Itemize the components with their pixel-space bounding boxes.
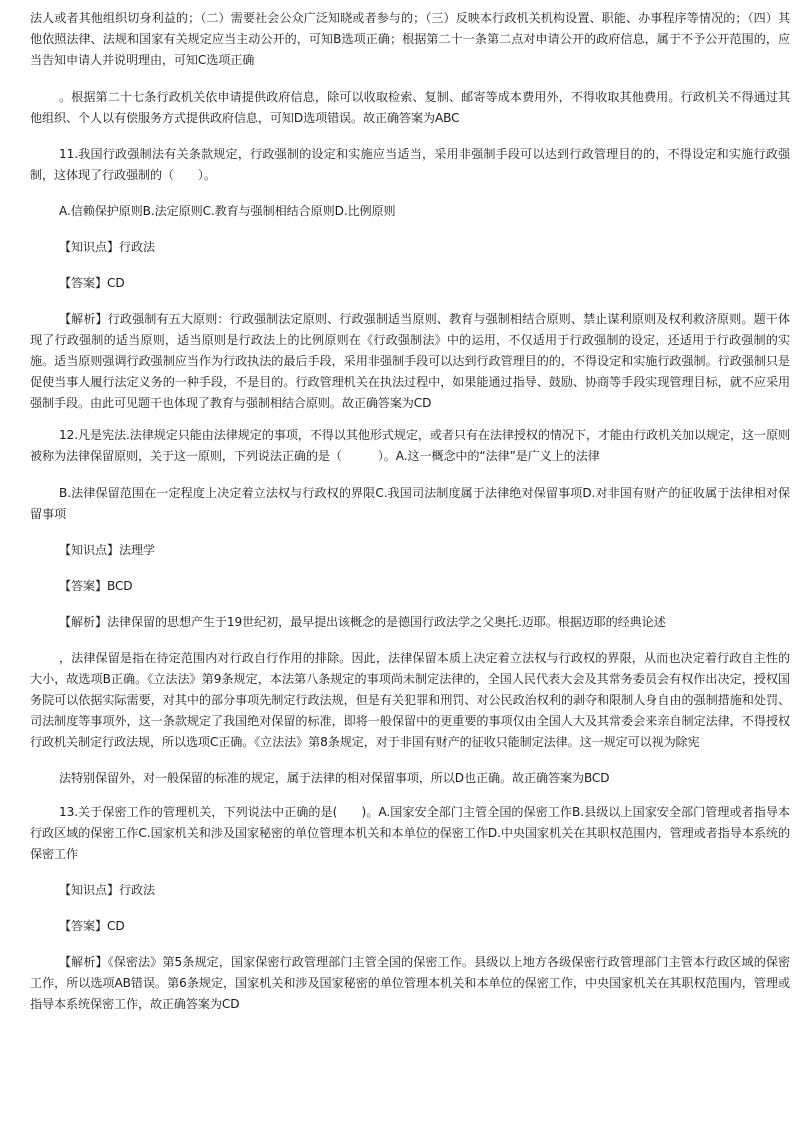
- question-11-analysis: 【解析】行政强制有五大原则：行政强制法定原则、行政强制适当原则、教育与强制相结合原则、禁止谋利原则及权利救济原则。题干体现了行政强制的适当原则，适当原则是行政法上的比例原则在《行政强制法》中的运用，不仅适用于行政强制的设定，还适用于行政强制的实施。适当原则强调行政强制应当作为行政执法的最后手段，采用非强制手段可以达到行政管理目的的，不得设定和实施行政强制。行政强制只是促使当事人履行法定义务的一种手段，不是目的。行政管理机关在执法过程中，如果能通过指导、鼓励、协商等手段实现管理目标，就不应采用强制手段。由此可见题干也体现了教育与强制相结合原则。故正确答案为CD: [30, 312, 790, 410]
- question-13-knowledge: 【知识点】行政法: [59, 883, 155, 897]
- paragraph-continued: 法人或者其他组织切身利益的；（二）需要社会公众广泛知晓或者参与的；（三）反映本行政机关机构设置、职能、办事程序等情况的；（四）其他依照法律、法规和国家有关规定应当主动公开的，可知B选项正确；根据第二十一条第二点对申请公开的政府信息，属于不予公开范围的，应当告知申请人并说明理由，可知C选项正确: [30, 11, 790, 67]
- question-11-answer: 【答案】CD: [59, 276, 125, 290]
- question-11-options: A.信赖保护原则B.法定原则C.教育与强制相结合原则D.比例原则: [59, 204, 396, 218]
- question-12: 12.凡是宪法.法律规定只能由法律规定的事项，不得以其他形式规定，或者只有在法律授权的情况下，才能由行政机关加以规定，这一原则被称为法律保留原则，关于这一原则，下列说法正确的是（ ）。A.这一概念中的“法律”是广义上的法律: [30, 428, 790, 463]
- question-13-analysis: 【解析】《保密法》第5条规定，国家保密行政管理部门主管全国的保密工作。县级以上地方各级保密行政管理部门主管本行政区域的保密工作，所以选项AB错误。第6条规定，国家机关和涉及国家秘密的单位管理本机关和本单位的保密工作，中央国家机关在其职权范围内，管理或指导本系统保密工作，故正确答案为CD: [30, 955, 790, 1011]
- question-12-analysis-2: ，法律保留是指在待定范围内对行政自行作用的排除。因此，法律保留本质上决定着立法权与行政权的界限，从而也决定着行政自主性的大小，故选项B正确。《立法法》第9条规定，本法第八条规定的事项尚未制定法律的，全国人民代表大会及其常务委员会有权作出决定，授权国务院可以依据实际需要，对其中的部分事项先制定行政法规，但是有关犯罪和刑罚、对公民政治权利的剥夺和限制人身自由的强制措施和处罚、司法制度等事项外，这一条款规定了我国绝对保留的标准，即将一般保留中的更重要的事项仅由全国人大及其常委会来亲自制定法律，不得授权行政机关制定行政法规，所以选项C正确。《立法法》第8条规定，对于非国有财产的征收只能制定法律。这一规定可以视为除宪: [30, 651, 790, 749]
- question-11: 11.我国行政强制法有关条款规定，行政强制的设定和实施应当适当，采用非强制手段可以达到行政管理目的的，不得设定和实施行政强制，这体现了行政强制的（ ）。: [30, 147, 790, 182]
- question-12-analysis-3: 法特别保留外，对一般保留的标准的规定，属于法律的相对保留事项，所以D也正确。故正确答案为BCD: [59, 771, 610, 785]
- paragraph-continued-2: 。根据第二十七条行政机关依申请提供政府信息，除可以收取检索、复制、邮寄等成本费用外，不得收取其他费用。行政机关不得通过其他组织、个人以有偿服务方式提供政府信息，可知D选项错误。故正确答案为ABC: [30, 90, 790, 125]
- question-13: 13.关于保密工作的管理机关，下列说法中正确的是( )。A.国家安全部门主管全国的保密工作B.县级以上国家安全部门管理或者指导本行政区域的保密工作C.国家机关和涉及国家秘密的单位管理本机关和本单位的保密工作D.中央国家机关在其职权范围内，管理或者指导本系统的保密工作: [30, 805, 790, 861]
- question-13-answer: 【答案】CD: [59, 919, 125, 933]
- question-12-analysis-1: 【解析】法律保留的思想产生于19世纪初，最早提出该概念的是德国行政法学之父奥托.迈耶。根据迈耶的经典论述: [59, 615, 666, 629]
- question-12-knowledge: 【知识点】法理学: [59, 543, 155, 557]
- question-12-options: B.法律保留范围在一定程度上决定着立法权与行政权的界限C.我国司法制度属于法律绝对保留事项D.对非国有财产的征收属于法律相对保留事项: [30, 486, 790, 521]
- question-11-knowledge: 【知识点】行政法: [59, 240, 155, 254]
- question-12-answer: 【答案】BCD: [59, 579, 133, 593]
- document-page: [30, 8, 790, 1015]
